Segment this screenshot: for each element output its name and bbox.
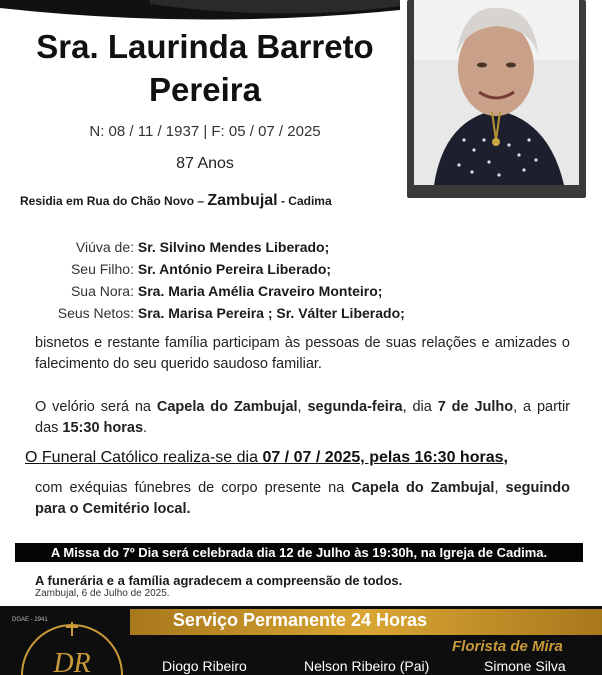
relative-label: Seu Filho: xyxy=(70,261,134,277)
relative-label: Seus Netos: xyxy=(57,305,134,321)
funeral-home-logo xyxy=(15,620,130,675)
relative-name: Sra. Maria Amélia Craveiro Monteiro; xyxy=(137,283,383,299)
relative-label: Sua Nora: xyxy=(70,283,134,299)
funeral-line xyxy=(25,449,508,467)
florist-name: Florista de Mira xyxy=(452,638,563,655)
exequies-burial: seguindo para o Cemitério local. xyxy=(35,480,570,517)
exequies-text: , xyxy=(494,480,506,496)
license-code: DGAE - 2941 xyxy=(12,617,48,623)
funeral-text: O Funeral Católico realiza-se dia xyxy=(25,449,263,466)
wake-place: Capela do Zambujal xyxy=(156,399,298,415)
relative-row xyxy=(30,239,570,255)
wake-day: segunda-feira xyxy=(307,399,403,415)
residence-prefix: Residia em Rua do Chão Novo – xyxy=(20,194,208,208)
exequies-place: Capela do Zambujal xyxy=(351,480,495,496)
relative-row xyxy=(30,305,570,321)
wake-paragraph xyxy=(35,397,570,439)
residence xyxy=(20,192,332,210)
residence-place: Zambujal xyxy=(207,192,278,209)
logo-letters: DR xyxy=(53,648,91,675)
exequies-text: com exéquias fúnebres de corpo presente na xyxy=(35,480,352,496)
relative-row xyxy=(30,283,570,299)
relative-name: Sra. Marisa Pereira ; Sr. Válter Liberado; xyxy=(137,305,405,321)
relative-name: Sr. António Pereira Liberado; xyxy=(137,261,332,277)
residence-sep: - xyxy=(277,194,289,208)
age: 87 Anos xyxy=(176,155,234,172)
wake-text: , a partir das xyxy=(35,399,571,436)
deceased-name-line1: Sra. Laurinda Barreto xyxy=(36,28,374,65)
wake-text: O velório será na xyxy=(35,399,157,415)
wake-time: 15:30 horas xyxy=(62,420,144,436)
deceased-name-line2: Pereira xyxy=(149,71,261,108)
birth-death-dates: N: 08 / 11 / 1937 | F: 05 / 07 / 2025 xyxy=(89,123,321,140)
announcement-paragraph: bisnetos e restante família participam às pessoas de suas relações e amizades o falecimento do seu querido saudoso familiar. xyxy=(35,335,570,372)
deceased-photo xyxy=(414,0,579,185)
funeral-date: 07 / 07 / 2025, pelas 16:30 horas, xyxy=(262,449,508,466)
exequies-paragraph xyxy=(35,478,570,520)
wake-date: 7 de Julho xyxy=(437,399,514,415)
contact-person: Diogo Ribeiro xyxy=(162,658,247,674)
thanks-note: A funerária e a família agradecem a compreensão de todos. xyxy=(35,573,403,588)
contact-person: Simone Silva xyxy=(484,658,566,674)
wake-text: , dia xyxy=(402,399,438,415)
relative-row xyxy=(30,261,570,277)
wake-text: , xyxy=(297,399,308,415)
place-date: Zambujal, 6 de Julho de 2025. xyxy=(35,588,170,599)
seventh-day-mass-banner: A Missa do 7º Dia será celebrada dia 12 de Julho às 19:30h, na Igreja de Cadima. xyxy=(15,543,583,562)
service-24h: Serviço Permanente 24 Horas xyxy=(172,610,428,630)
residence-parish: Cadima xyxy=(288,194,332,208)
relative-label: Viúva de: xyxy=(75,239,134,255)
wake-text: . xyxy=(143,420,148,436)
contact-person: Nelson Ribeiro (Pai) xyxy=(304,658,430,674)
relative-name: Sr. Silvino Mendes Liberado; xyxy=(137,239,330,255)
